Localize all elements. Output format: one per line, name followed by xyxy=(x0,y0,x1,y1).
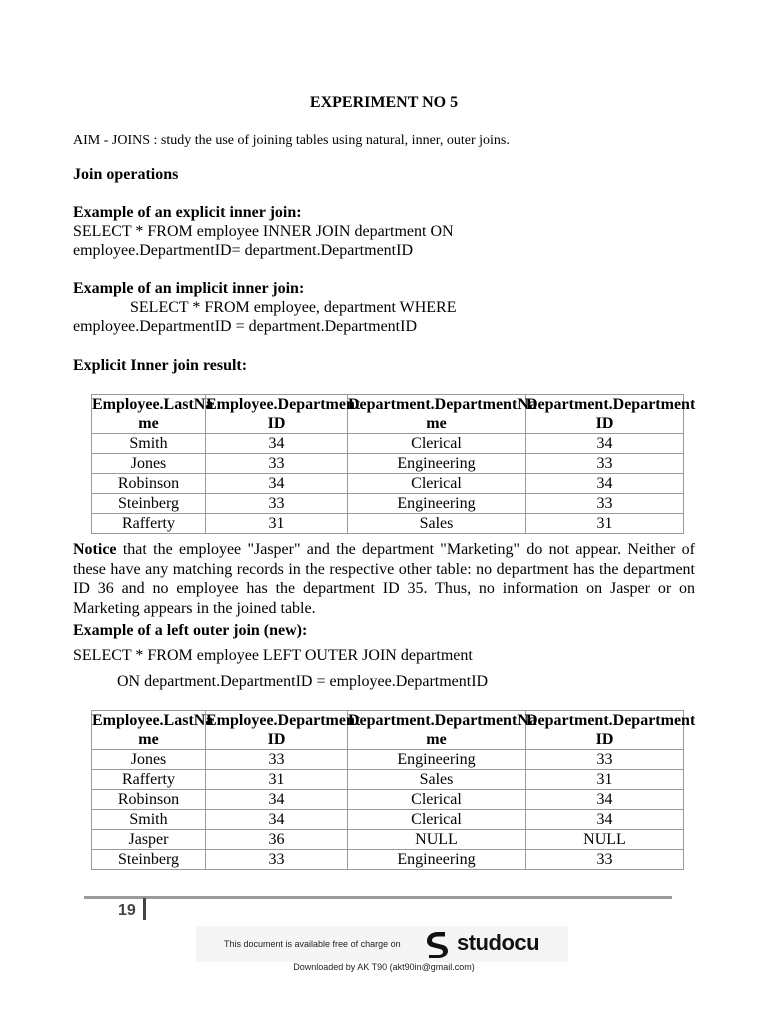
left-outer-join-sql-line2: ON department.DepartmentID = employee.DepartmentID xyxy=(117,673,489,690)
table-cell: NULL xyxy=(348,830,526,850)
table-cell: Jones xyxy=(92,750,206,770)
header-department-departmentid: Department.Department ID xyxy=(526,396,696,432)
table-row xyxy=(92,810,684,830)
table-cell: 34 xyxy=(526,474,684,494)
table-cell: Jones xyxy=(92,454,206,474)
availability-text: This document is available free of charge on xyxy=(224,939,401,949)
table-cell: 31 xyxy=(526,770,684,790)
table-row xyxy=(92,434,684,454)
table-cell: Smith xyxy=(92,810,206,830)
table-cell: 33 xyxy=(206,850,348,870)
table-cell: 34 xyxy=(206,790,348,810)
table-cell: Clerical xyxy=(348,434,526,454)
table-cell: Steinberg xyxy=(92,850,206,870)
notice-text: that the employee "Jasper" and the department "Marketing" do not appear. Neither of these have any matching records in the respective other table: no department has the department ID 36 and no employee has the department ID 35. Thus, no information on Jasper or on Marketing appears in the joined table. xyxy=(73,541,695,617)
table-cell: Sales xyxy=(348,770,526,790)
header-department-name: Department.DepartmentNa me xyxy=(348,396,537,432)
inner-join-result-table xyxy=(91,394,696,534)
downloaded-by-text: Downloaded by AK T90 (akt90in@gmail.com) xyxy=(293,962,475,972)
table-row xyxy=(92,750,684,770)
table-cell: 34 xyxy=(526,434,684,454)
table-cell: 33 xyxy=(526,850,684,870)
table-cell: Clerical xyxy=(348,810,526,830)
studocu-logo-text: studocu xyxy=(457,930,540,955)
table-cell: Rafferty xyxy=(92,514,206,534)
table-cell: Steinberg xyxy=(92,494,206,514)
join-operations-heading: Join operations xyxy=(73,166,179,183)
table-cell: Engineering xyxy=(348,494,526,514)
table-cell: 31 xyxy=(206,770,348,790)
inner-result-heading: Explicit Inner join result: xyxy=(73,357,248,374)
table-header-row xyxy=(92,395,684,434)
left-outer-join-result-table xyxy=(91,710,696,870)
table-cell: Robinson xyxy=(92,790,206,810)
studocu-logo-icon xyxy=(423,929,453,959)
table-row xyxy=(92,830,684,850)
table-row xyxy=(92,454,684,474)
table-cell: 31 xyxy=(206,514,348,534)
table-cell: 33 xyxy=(206,750,348,770)
footer-divider xyxy=(84,896,672,899)
header-department-departmentid: Department.Department ID xyxy=(526,712,696,748)
table-cell: Rafferty xyxy=(92,770,206,790)
table-cell: 36 xyxy=(206,830,348,850)
explicit-join-sql-line1: SELECT * FROM employee INNER JOIN department ON xyxy=(73,223,454,240)
table-cell: Clerical xyxy=(348,474,526,494)
table-row xyxy=(92,514,684,534)
table-cell: Robinson xyxy=(92,474,206,494)
table-row xyxy=(92,790,684,810)
explicit-join-sql-line2: employee.DepartmentID= department.DepartmentID xyxy=(73,242,413,259)
table-cell: 33 xyxy=(206,454,348,474)
page-number: 19 xyxy=(118,902,136,919)
table-cell: 34 xyxy=(206,434,348,454)
table-cell: Engineering xyxy=(348,454,526,474)
table-cell: Clerical xyxy=(348,790,526,810)
table-row xyxy=(92,474,684,494)
aim-text: AIM - JOINS : study the use of joining tables using natural, inner, outer joins. xyxy=(73,133,510,148)
header-employee-lastname: Employee.LastNa me xyxy=(92,712,214,748)
table-cell: 33 xyxy=(526,750,684,770)
table-cell: 34 xyxy=(206,474,348,494)
table-cell: 31 xyxy=(526,514,684,534)
left-outer-join-heading: Example of a left outer join (new): xyxy=(73,622,308,639)
left-outer-join-sql-line1: SELECT * FROM employee LEFT OUTER JOIN department xyxy=(73,647,473,664)
header-employee-departmentid: Employee.Department ID xyxy=(206,712,361,748)
table-cell: 34 xyxy=(206,810,348,830)
notice-paragraph xyxy=(73,540,695,618)
table-row xyxy=(92,494,684,514)
implicit-join-heading: Example of an implicit inner join: xyxy=(73,280,305,297)
table-row xyxy=(92,770,684,790)
table-cell: 34 xyxy=(526,810,684,830)
table-cell: NULL xyxy=(526,830,684,850)
page-number-bar xyxy=(143,898,146,920)
header-employee-lastname: Employee.LastNa me xyxy=(92,396,214,432)
table-cell: 33 xyxy=(206,494,348,514)
implicit-join-sql-line1: SELECT * FROM employee, department WHERE xyxy=(130,299,457,316)
notice-bold: Notice xyxy=(73,541,117,558)
table-cell: 33 xyxy=(526,454,684,474)
table-cell: Jasper xyxy=(92,830,206,850)
explicit-join-heading: Example of an explicit inner join: xyxy=(73,204,302,221)
table-row xyxy=(92,850,684,870)
implicit-join-sql-line2: employee.DepartmentID = department.DepartmentID xyxy=(73,318,417,335)
table-cell: Engineering xyxy=(348,750,526,770)
experiment-title: EXPERIMENT NO 5 xyxy=(309,94,459,111)
table-header-row xyxy=(92,711,684,750)
table-cell: 33 xyxy=(526,494,684,514)
table-cell: Smith xyxy=(92,434,206,454)
header-employee-departmentid: Employee.Department ID xyxy=(206,396,361,432)
table-cell: 34 xyxy=(526,790,684,810)
header-department-name: Department.DepartmentNa me xyxy=(348,712,537,748)
table-cell: Sales xyxy=(348,514,526,534)
table-cell: Engineering xyxy=(348,850,526,870)
